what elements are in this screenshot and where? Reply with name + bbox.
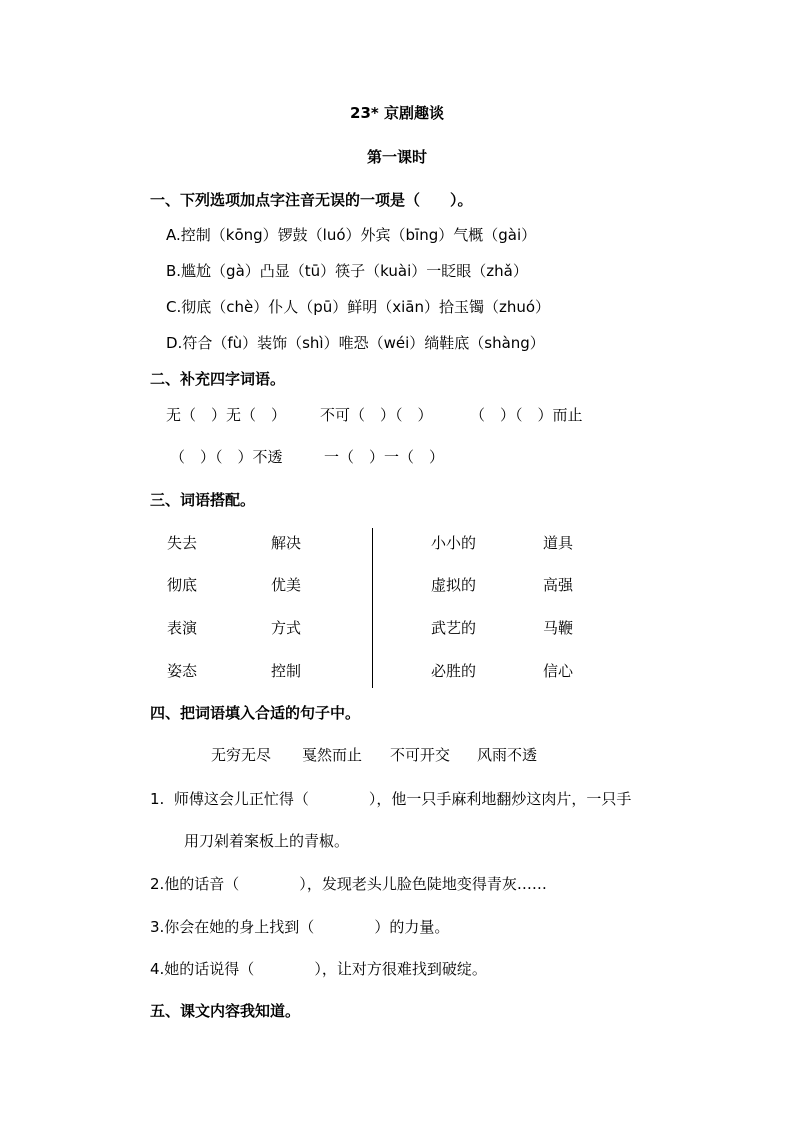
q4-word-bank-item: 无穷无尽 [211,746,272,764]
q3-left-a-word: 姿态 [167,662,198,680]
q4-sentence-3: 3.你会在她的身上找到（ ）的力量。 [150,918,450,936]
lesson-subtitle: 第一课时 [366,148,427,166]
q3-left-b-word: 解决 [271,534,302,552]
q3-left-b-word: 优美 [271,576,302,594]
q2-heading: 二、补充四字词语。 [150,370,286,388]
q1-option-c: C.彻底（chè）仆人（pū）鲜明（xiān）拾玉镯（zhuó） [166,298,551,316]
q3-right-b-word: 马鞭 [543,619,574,637]
q4-sentence-4: 4.她的话说得（ ），让对方很难找到破绽。 [150,960,487,978]
q3-left-a-word: 彻底 [167,576,198,594]
q2-blank-1: 无（ ）无（ ） [166,406,287,424]
q4-word-bank-item: 风雨不透 [477,746,538,764]
q3-right-b-word: 信心 [543,662,574,680]
q1-option-b: B.尴尬（gà）凸显（tū）筷子（kuài）一眨眼（zhǎ） [166,262,528,280]
q3-heading: 三、词语搭配。 [150,491,256,509]
q3-left-b-word: 控制 [271,662,302,680]
q4-sentence-2: 2.他的话音（ ），发现老头儿脸色陡地变得青灰…… [150,875,547,893]
q3-left-a-word: 表演 [167,619,198,637]
q2-blank-4: （ ）（ ）不透 [170,448,283,466]
q3-right-b-word: 高强 [543,576,574,594]
q3-divider-line [372,528,373,688]
q4-heading: 四、把词语填入合适的句子中。 [150,704,361,722]
q2-blank-5: 一（ ）一（ ） [324,448,445,466]
q2-blank-3: （ ）（ ）而止 [470,406,583,424]
page-title: 23* 京剧趣谈 [350,104,444,122]
q1-option-d: D.符合（fù）装饰（shì）唯恐（wéi）绱鞋底（shàng） [166,334,545,352]
q3-right-a-word: 小小的 [431,534,477,552]
q4-word-bank-item: 不可开交 [390,746,451,764]
q4-sentence-1-continued: 用刀剁着案板上的青椒。 [184,832,350,850]
q3-right-a-word: 武艺的 [431,619,477,637]
q1-heading: 一、下列选项加点字注音无误的一项是（ ）。 [150,191,473,209]
q2-blank-2: 不可（ ）（ ） [320,406,433,424]
q4-sentence-1: 1. 师傅这会儿正忙得（ ），他一只手麻利地翻炒这肉片，一只手 [150,790,632,808]
q4-word-bank-item: 戛然而止 [302,746,363,764]
q5-heading: 五、课文内容我知道。 [150,1002,301,1020]
q3-left-b-word: 方式 [271,619,302,637]
q1-option-a: A.控制（kōng）锣鼓（luó）外宾（bīng）气概（gài） [166,226,537,244]
q3-right-a-word: 虚拟的 [431,576,477,594]
q3-left-a-word: 失去 [167,534,198,552]
q3-right-a-word: 必胜的 [431,662,477,680]
q3-right-b-word: 道具 [543,534,574,552]
